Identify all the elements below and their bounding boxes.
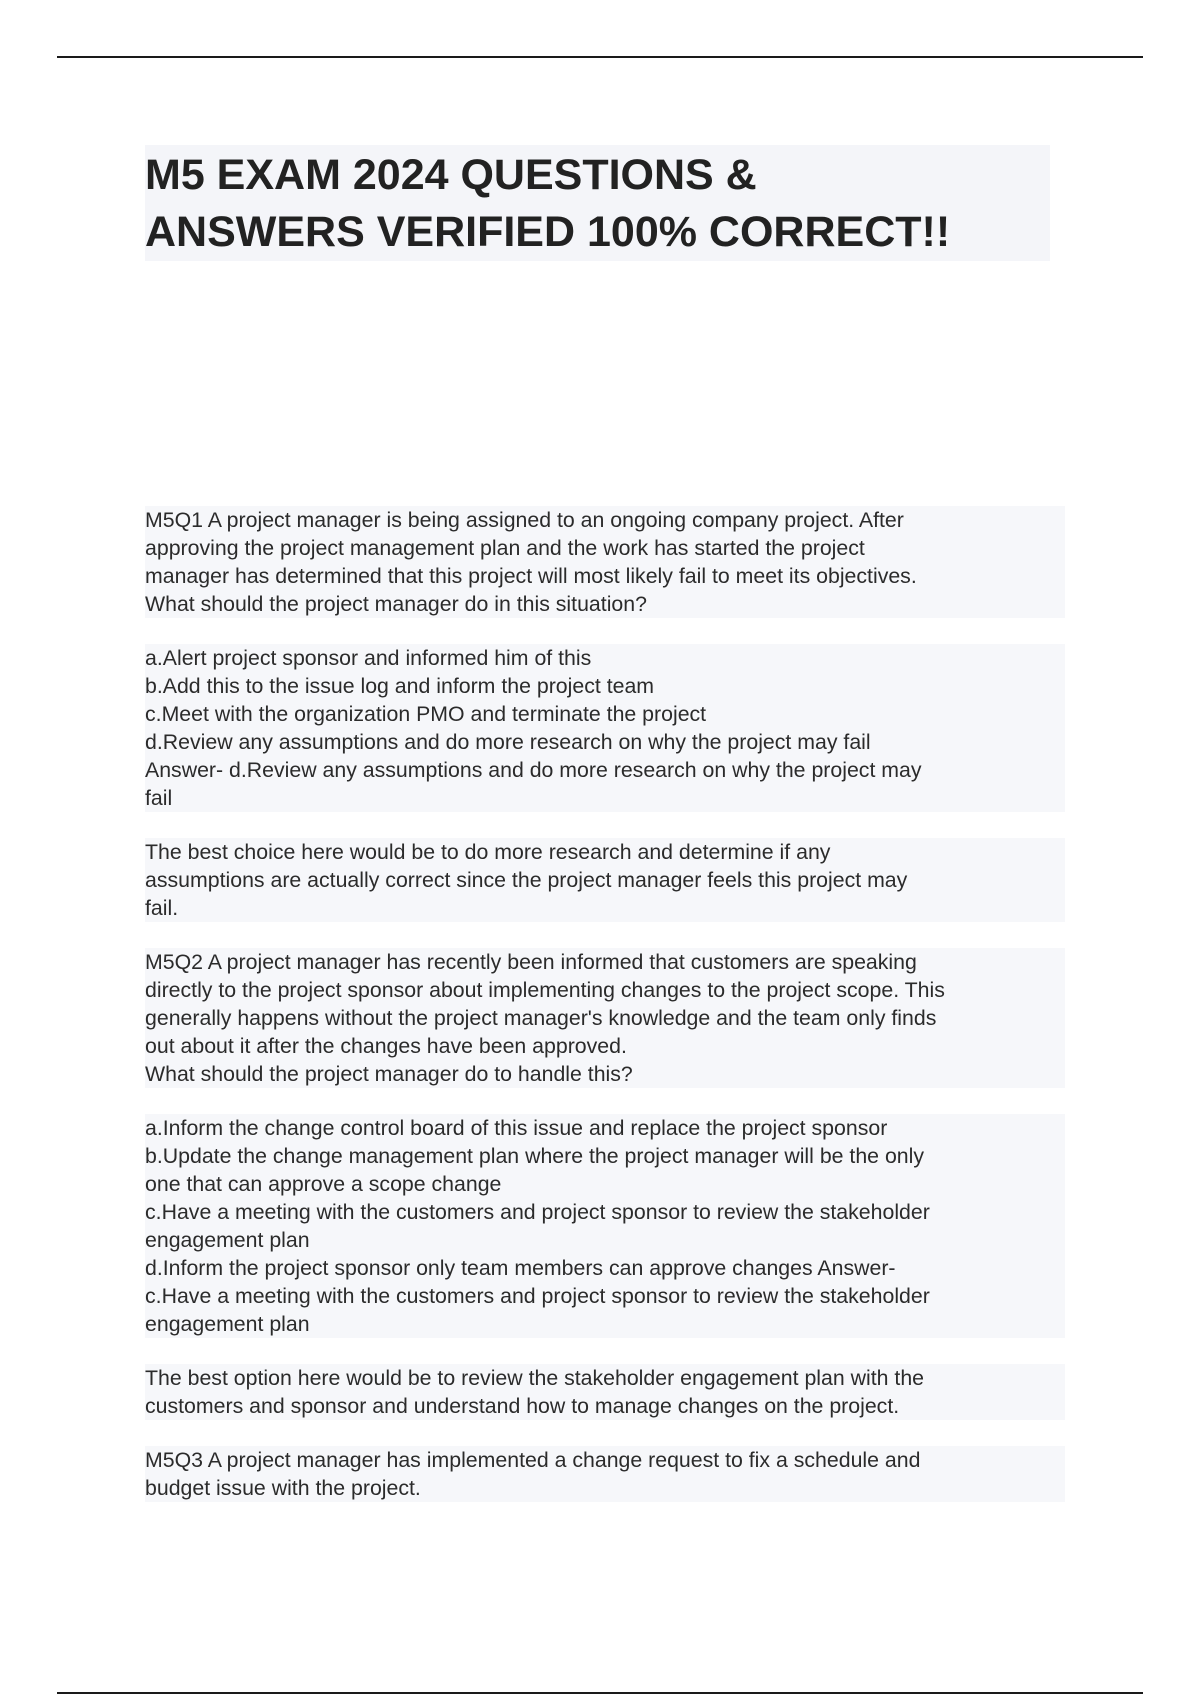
option-line: a.Alert project sponsor and informed him of this — [145, 646, 592, 670]
answer-line: engagement plan — [145, 1312, 310, 1336]
spacer — [145, 618, 1065, 644]
text-line: customers and sponsor and understand how to manage changes on the project. — [145, 1394, 900, 1418]
question-1-text — [145, 506, 1065, 618]
option-line: d.Inform the project sponsor only team members can approve changes Answer- — [145, 1256, 896, 1280]
title-line: M5 EXAM 2024 QUESTIONS & — [145, 151, 757, 199]
text-line: budget issue with the project. — [145, 1476, 421, 1500]
spacer — [145, 1420, 1065, 1446]
option-line: b.Update the change management plan where the project manager will be the only — [145, 1144, 925, 1168]
text-line: M5Q2 A project manager has recently been informed that customers are speaking — [145, 950, 917, 974]
text-line: approving the project management plan and the work has started the project — [145, 536, 865, 560]
answer-line: Answer- d.Review any assumptions and do more research on why the project may — [145, 758, 922, 782]
option-line: b.Add this to the issue log and inform the project team — [145, 674, 655, 698]
text-line: M5Q1 A project manager is being assigned to an ongoing company project. After — [145, 508, 904, 532]
text-line: assumptions are actually correct since the project manager feels this project may — [145, 868, 908, 892]
answer-line: c.Have a meeting with the customers and project sponsor to review the stakeholder — [145, 1284, 930, 1308]
spacer — [145, 1088, 1065, 1114]
text-line: directly to the project sponsor about implementing changes to the project scope. This — [145, 978, 945, 1002]
option-line: engagement plan — [145, 1228, 310, 1252]
text-line: The best option here would be to review the stakeholder engagement plan with the — [145, 1366, 925, 1390]
option-line: one that can approve a scope change — [145, 1172, 502, 1196]
title-line: ANSWERS VERIFIED 100% CORRECT!! — [145, 208, 951, 256]
question-3-text — [145, 1446, 1065, 1502]
text-line: What should the project manager do to handle this? — [145, 1062, 633, 1086]
text-line: out about it after the changes have been approved. — [145, 1034, 627, 1058]
spacer — [145, 812, 1065, 838]
option-line: a.Inform the change control board of this issue and replace the project sponsor — [145, 1116, 888, 1140]
spacer — [145, 922, 1065, 948]
question-2-text — [145, 948, 1065, 1088]
text-line: M5Q3 A project manager has implemented a change request to fix a schedule and — [145, 1448, 921, 1472]
page-title — [145, 145, 1050, 261]
question-2-options — [145, 1114, 1065, 1338]
document-body — [145, 506, 1065, 1502]
spacer — [145, 1338, 1065, 1364]
bottom-rule — [57, 1692, 1143, 1694]
question-2-explanation — [145, 1364, 1065, 1420]
text-line: manager has determined that this project will most likely fail to meet its objectives. — [145, 564, 917, 588]
text-line: fail. — [145, 896, 179, 920]
question-1-options — [145, 644, 1065, 812]
text-line: What should the project manager do in this situation? — [145, 592, 647, 616]
option-line: c.Meet with the organization PMO and terminate the project — [145, 702, 707, 726]
text-line: The best choice here would be to do more research and determine if any — [145, 840, 831, 864]
question-1-explanation — [145, 838, 1065, 922]
text-line: generally happens without the project manager's knowledge and the team only finds — [145, 1006, 937, 1030]
answer-line: fail — [145, 786, 173, 810]
top-rule — [57, 56, 1143, 58]
option-line: d.Review any assumptions and do more research on why the project may fail — [145, 730, 871, 754]
option-line: c.Have a meeting with the customers and project sponsor to review the stakeholder — [145, 1200, 930, 1224]
